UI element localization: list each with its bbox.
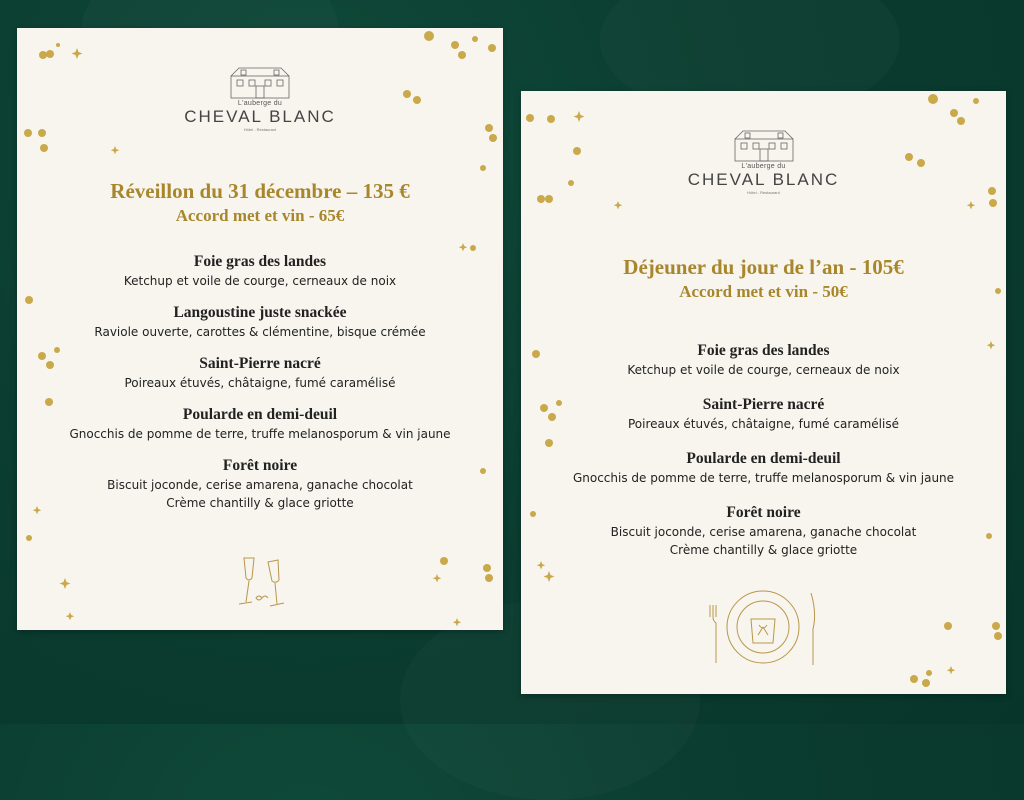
logo [17,66,503,132]
course-description: Biscuit joconde, cerise amarena, ganache chocolat [107,478,413,492]
course-list [521,341,1006,572]
course-name: Forêt noire [726,504,801,521]
course-name: Saint-Pierre nacré [702,396,825,413]
hotel-building-icon [733,129,795,163]
course-item [17,354,503,392]
logo-name: CHEVAL BLANC [687,170,840,189]
logo-subtitle: Hôtel - Restaurant [243,127,277,132]
course-description: Crème chantilly & glace griotte [669,543,858,557]
menu-title: Déjeuner du jour de l’an - 105€ [623,255,904,279]
course-item [521,449,1006,487]
course-list [17,252,503,525]
champagne-glasses-icon [230,556,292,614]
course-description: Gnocchis de pomme de terre, truffe melanosporum & vin jaune [69,427,451,441]
logo-subtitle: Hôtel - Restaurant [747,190,780,195]
menu-title-block [521,254,1006,304]
course-name: Poularde en demi-deuil [182,406,338,423]
course-description: Ketchup et voile de courge, cerneaux de noix [627,363,900,377]
course-item [17,405,503,443]
course-description: Biscuit joconde, cerise amarena, ganache chocolat [610,525,917,539]
place-setting-icon [707,583,819,671]
course-item [521,341,1006,379]
menu-title-block [17,178,503,228]
course-description: Gnocchis de pomme de terre, truffe melanosporum & vin jaune [572,471,955,485]
logo [521,129,1006,195]
logo-small-text: L'auberge du [237,100,283,107]
menu-card-reveillon [17,28,503,630]
menu-wine-pairing: Accord met et vin - 65€ [175,206,345,225]
logo-name: CHEVAL BLANC [184,107,336,126]
course-name: Saint-Pierre nacré [199,355,321,372]
course-name: Forêt noire [222,457,298,474]
hotel-building-icon [229,66,291,100]
logo-small-text: L'auberge du [741,163,786,170]
course-item [17,252,503,290]
course-description: Ketchup et voile de courge, cerneaux de noix [123,274,397,288]
course-name: Foie gras des landes [697,342,830,359]
course-name: Foie gras des landes [193,253,327,270]
menu-title: Réveillon du 31 décembre – 135 € [110,179,410,203]
course-description: Raviole ouverte, carottes & clémentine, bisque crémée [94,325,426,339]
menu-card-dejeuner [521,91,1006,694]
course-name: Langoustine juste snackée [173,304,347,321]
course-item [521,395,1006,433]
course-description: Poireaux étuvés, châtaigne, fumé caramélisé [124,376,396,390]
course-name: Poularde en demi-deuil [686,450,841,467]
course-item [521,503,1006,559]
course-item [17,303,503,341]
menu-wine-pairing: Accord met et vin - 50€ [679,282,848,301]
course-description: Poireaux étuvés, châtaigne, fumé caramélisé [628,417,899,431]
course-item [17,456,503,512]
course-description: Crème chantilly & glace griotte [166,496,354,510]
